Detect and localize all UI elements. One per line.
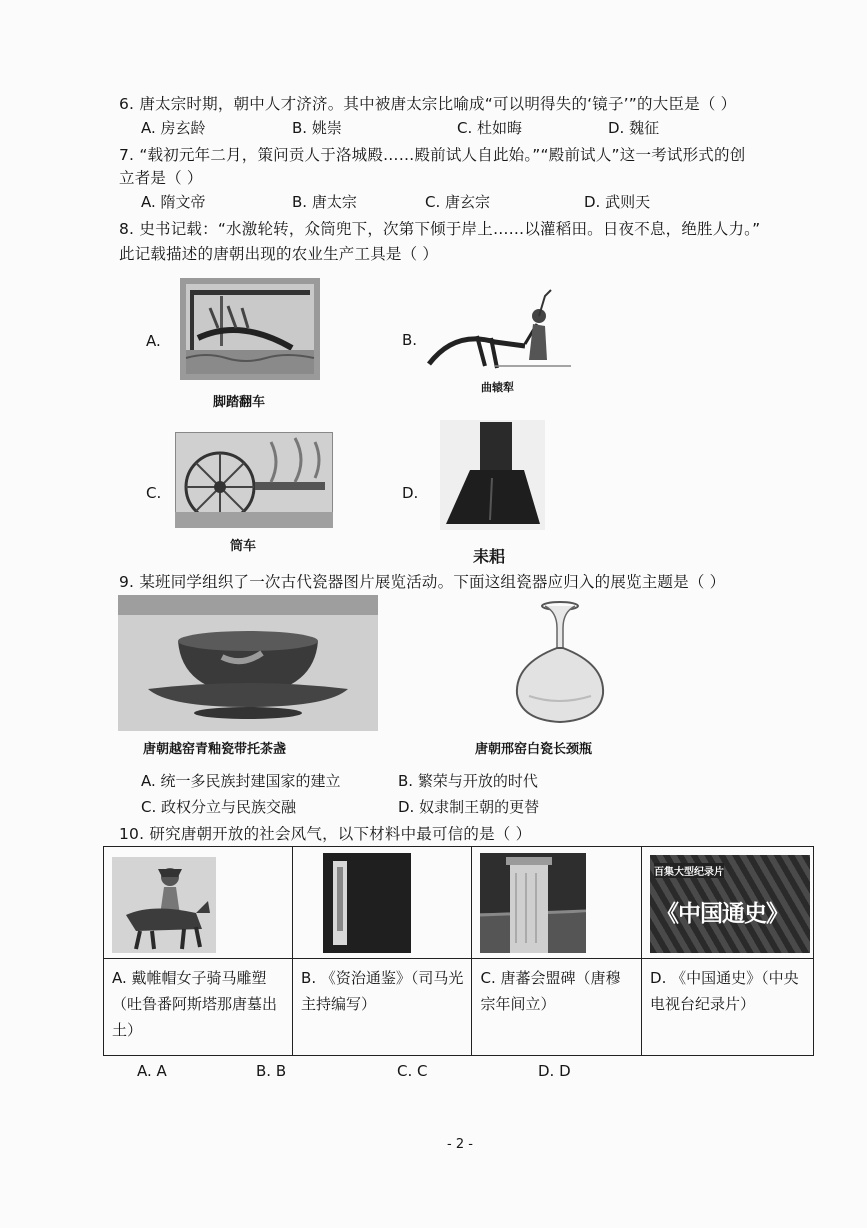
white-porcelain-vase-image — [505, 598, 615, 728]
q10-material-table — [103, 846, 814, 1056]
q10-cell-a-text: A. 戴帷帽女子骑马雕塑（吐鲁番阿斯塔那唐墓出土） — [112, 969, 278, 1039]
celadon-teacup-image — [118, 595, 378, 731]
tube-waterwheel-image — [175, 432, 333, 528]
page-number: - 2 - — [447, 1137, 473, 1152]
china-history-documentary-image — [650, 855, 810, 953]
q6-option-b: B. 姚崇 — [292, 119, 342, 137]
q9-option-d: D. 奴隶制王朝的更替 — [398, 798, 540, 816]
q8-caption-b: 曲辕犁 — [481, 381, 514, 394]
q10-image-cell-d — [642, 847, 814, 959]
q8-label-d: D. — [402, 484, 419, 502]
q9-caption-vase: 唐朝邢窑白瓷长颈瓶 — [475, 742, 593, 757]
q10-cell-c-text: C. 唐蕃会盟碑（唐穆宗年间立） — [480, 969, 621, 1013]
q7-stem-line1: 7. “载初元年二月，策问贡人于洛城殿……殿前试人自此始。”“殿前试人”这一考试形式的创 — [119, 146, 746, 164]
q8-stem-line1: 8. 史书记载：“水激轮转，众筒兜下，次第下倾于岸上……以灌稻田。日夜不息，绝胜人力。” — [119, 220, 761, 238]
documentary-subtitle: 百集大型纪录片 — [654, 863, 724, 878]
q9-option-a: A. 统一多民族封建国家的建立 — [141, 772, 341, 790]
q10-image-cell-c — [472, 847, 642, 959]
q7-option-c: C. 唐玄宗 — [425, 193, 491, 211]
female-rider-sculpture-image — [112, 857, 216, 953]
q8-caption-a: 脚踏翻车 — [213, 395, 266, 410]
zizhi-tongjian-book-image — [323, 853, 411, 953]
q6-option-d: D. 魏征 — [608, 119, 660, 137]
q10-image-cell-b — [293, 847, 472, 959]
q6-option-c: C. 杜如晦 — [457, 119, 523, 137]
q6-stem: 6. 唐太宗时期，朝中人才济济。其中被唐太宗比喻成“可以明得失的‘镜子’”的大臣是（ ） — [119, 95, 737, 113]
q8-label-a: A. — [146, 332, 161, 350]
q10-cell-d-text: D. 《中国通史》（中央电视台纪录片） — [650, 969, 799, 1013]
q10-stem: 10. 研究唐朝开放的社会风气，以下材料中最可信的是（ ） — [119, 825, 532, 843]
q7-option-b: B. 唐太宗 — [292, 193, 357, 211]
q10-option-b: B. B — [256, 1062, 287, 1080]
q9-option-c: C. 政权分立与民族交融 — [141, 798, 297, 816]
q8-caption-c: 筒车 — [230, 539, 257, 554]
q8-stem-line2: 此记载描述的唐朝出现的农业生产工具是（ ） — [119, 245, 439, 263]
q10-option-c: C. C — [397, 1062, 428, 1080]
q7-stem-line2: 立者是（ ） — [119, 169, 203, 187]
q9-option-b: B. 繁荣与开放的时代 — [398, 772, 538, 790]
q8-label-c: C. — [146, 484, 162, 502]
documentary-title: 《中国通史》 — [656, 901, 789, 927]
q6-option-a: A. 房玄龄 — [141, 119, 206, 137]
q7-option-d: D. 武则天 — [584, 193, 651, 211]
foot-pedal-waterwheel-image — [180, 278, 320, 380]
q10-option-a: A. A — [137, 1062, 167, 1080]
q10-cell-b-text: B. 《资治通鉴》（司马光主持编写） — [301, 969, 464, 1013]
q9-caption-teacup: 唐朝越窑青釉瓷带托茶盏 — [143, 742, 287, 757]
q10-image-cell-a — [104, 847, 293, 959]
q8-caption-d: 耒耜 — [473, 547, 506, 566]
q10-option-d: D. D — [538, 1062, 571, 1080]
curved-shaft-plow-image — [425, 286, 575, 378]
q8-label-b: B. — [402, 331, 418, 349]
leisi-spade-image — [440, 420, 545, 530]
tang-tibet-stele-image — [480, 853, 586, 953]
q9-stem: 9. 某班同学组织了一次古代瓷器图片展览活动。下面这组瓷器应归入的展览主题是（ ） — [119, 573, 726, 591]
q7-option-a: A. 隋文帝 — [141, 193, 206, 211]
